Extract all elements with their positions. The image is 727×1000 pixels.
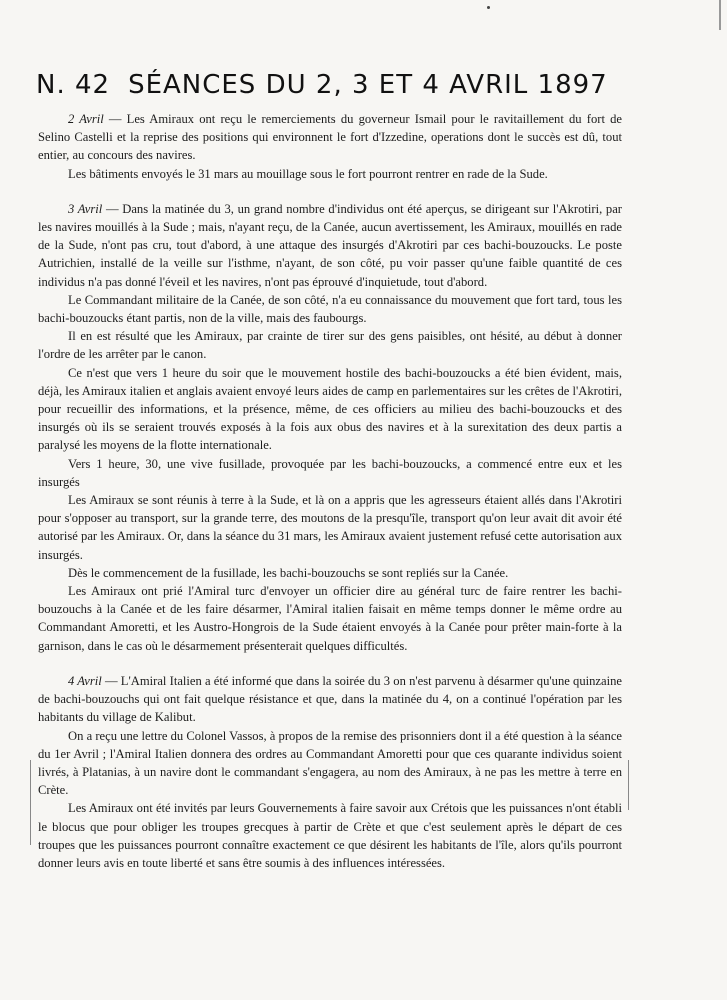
paragraph: Les Amiraux ont été invités par leurs Gouvernements à faire savoir aux Crétois que les puissances n'ont établi le blocus que pour obliger les troupes grecques à partir de Crète et que c'est seulement après le départ de ces troupes que les puissances pourront connaître exactement ce que désirent les habitants de l'île, alors qu'ils pourront donner leurs avis en toute liberté et sans être soumis à des influences intéressées. (38, 801, 622, 870)
page-title (36, 70, 636, 100)
paragraph (38, 200, 622, 291)
paragraph: Les Amiraux se sont réunis à terre à la Sude, et là on a appris que les agresseurs étaient allés dans l'Akrotiri pour s'opposer au transport, sur la grande terre, des moutons de la presqu'île, transport qu'on leur avait dit avoir été autorisé par les Amiraux. Or, dans la séance du 31 mars, les Amiraux avaient justement refusé cette autorisation aux insurgés. (38, 493, 622, 562)
paragraph-text: — Dans la matinée du 3, un grand nombre d'individus ont été aperçus, se dirigeant sur l'Akrotiri, par les navires mouillés à la Sude ; mais, n'ayant reçu, de la Canée, aucun avertissement, les Amiraux, mouillés en rade de la Sude, n'ont pas cru, tout d'abord, à une attaque des insurgés d'Akrotiri par ces bachi-bouzoucks. Le poste Autrichien, installé de la veille sur l'isthme, n'ayant, de son côté, pu voir passer qu'une faible quantité de ces individus n'a pas donné l'éveil et les navires, n'ont pas éprouvé d'inquietude, tout d'abord. (38, 201, 622, 289)
paragraph: Les bâtiments envoyés le 31 mars au mouillage sous le fort pourront rentrer en rade de la Sude. (68, 166, 548, 181)
paragraph (38, 110, 622, 165)
paragraph: Les Amiraux ont prié l'Amiral turc d'envoyer un officier dire au général turc de faire rentrer les bachi-bouzouchs à la Canée et de les faire désarmer, l'Amiral italien faisait en même temps donner le même ordre au Commandant Amoretti, et les Austro-Hongrois de la Sude étaient envoyés à la Canée pour prêter main-forte à la garnison, dans le cas où le désarmement présenterait quelques difficultés. (38, 584, 622, 653)
paragraph: Vers 1 heure, 30, une vive fusillade, provoquée par les bachi-bouzoucks, a commencé entre eux et les insurgés (38, 456, 622, 489)
scan-speck (487, 6, 490, 9)
section-date: 2 Avril (68, 112, 104, 126)
document-body (38, 110, 622, 872)
paragraph: Le Commandant militaire de la Canée, de son côté, n'a eu connaissance du mouvement que fort tard, tous les bachi-bouzoucks étant partis, non de la ville, mais des faubourgs. (38, 292, 622, 326)
title-text: SÉANCES DU 2, 3 ET 4 AVRIL 1897 (128, 70, 608, 100)
paragraph-text: — L'Amiral Italien a été informé que dans la soirée du 3 on n'est parvenu à désarmer qu'une quinzaine de bachi-bouzouchs qui ont fait quelque résistance et que, dans la matinée du 4, on a continué l'opération par les habitants du village de Kalibut. (38, 673, 622, 725)
margin-bracket-right (628, 760, 629, 810)
margin-bracket-left (30, 760, 31, 845)
paragraph-text: — Les Amiraux ont reçu le remerciements du governeur Ismail pour le ravitaillement du fort de Selino Castelli et la reprise des positions qui environnent le fort d'Izzedine, operations dont le succès est dû, tout entier, au concours des navires. (38, 112, 622, 163)
paragraph: Dès le commencement de la fusillade, les bachi-bouzouchs se sont repliés sur la Canée. (68, 565, 509, 580)
paragraph (38, 672, 622, 727)
document-number: N. 42 (36, 70, 111, 100)
section-date: 3 Avril (68, 201, 103, 216)
section-date: 4 Avril (68, 673, 102, 688)
paragraph: Il en est résulté que les Amiraux, par crainte de tirer sur des gens paisibles, ont hésité, au début à donner l'ordre de les arrêter par le canon. (38, 329, 622, 362)
paragraph: On a reçu une lettre du Colonel Vassos, à propos de la remise des prisonniers dont il a été question à la séance du 1er Avril ; l'Amiral Italien donnera des ordres au Commandant Amoretti pour que ces quarante individus soient livrés, à Platanias, à un navire dont le commandant s'engagera, au nom des Amiraux, à ne pas les mettre à terre en Crète. (38, 728, 622, 798)
scan-edge-mark (719, 0, 721, 30)
paragraph: Ce n'est que vers 1 heure du soir que le mouvement hostile des bachi-bouzoucks a été bien évident, mais, déjà, les Amiraux italien et anglais avaient envoyé leurs aides de camp en parlementaires sur les crêtes de l'Akrotiri, pour recueillir des informations, et la présence, même, de ces officiers au milieu des bachi-bouzoucks et des insurgés où ils se seraient trouvés exposés à la fois aux obus des navires et à la surexitation des deux partis a paralysé les moyens de la flotte internationale. (38, 365, 622, 453)
